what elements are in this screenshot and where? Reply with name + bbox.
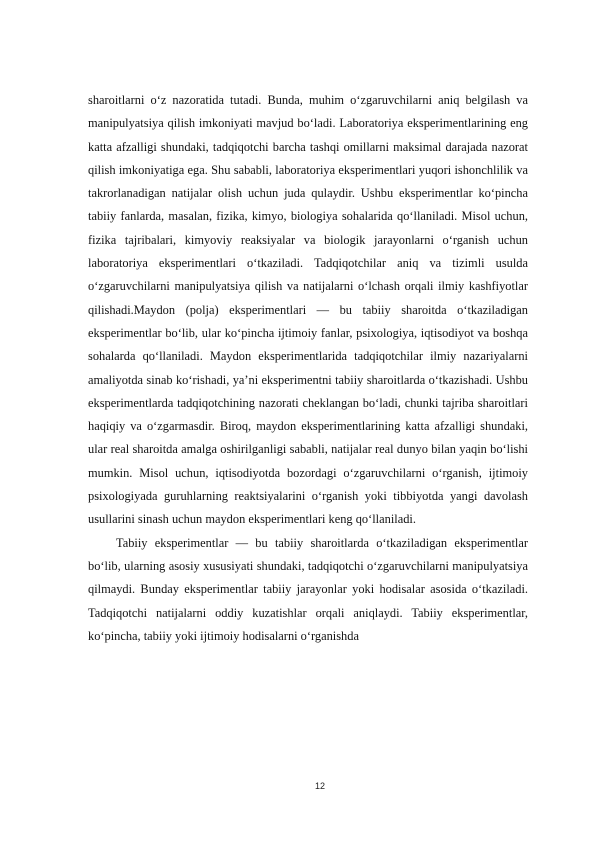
paragraph-natural-experiments: Tabiiy eksperimentlar — bu tabiiy sharoitlarda o‘tkaziladigan eksperimentlar bo‘lib, ularning asosiy xususiyati shundaki, tadqiqotchi o‘zgaruvchilarni manipulyatsiya qilmaydi. Bunday eksperimentlar tabiiy jarayonlar yoki hodisalar asosida o‘tkaziladi. Tadqiqotchi natijalarni oddiy kuzatishlar orqali aniqlaydi. Tabiiy eksperimentlar, ko‘pincha, tabiiy yoki ijtimoiy hodisalarni o‘rganishda — [88, 535, 528, 643]
paragraph-continued: sharoitlarni o‘z nazoratida tutadi. Bunda, muhim o‘zgaruvchilarni aniq belgilash va manipulyatsiya qilish imkoniyati mavjud bo‘ladi. Laboratoriya eksperimentlarining eng katta afzalligi shundaki, tadqiqotchi barcha tashqi omillarni maksimal darajada nazorat qilish imkoniyatiga ega. Shu sababli, laboratoriya eksperimentlari yuqori ishonchlilik va takrorlanadigan natijalar olish uchun juda qulaydir. Ushbu eksperimentlar ko‘pincha tabiiy fanlarda, masalan, fizika, kimyo, biologiya sohalarida qo‘llaniladi. Misol uchun, fizika tajribalari, kimyoviy reaksiyalar va biologik jarayonlarni o‘rganish uchun laboratoriya eksperimentlari o‘tkaziladi. Tadqiqotchilar aniq va tizimli usulda o‘zgaruvchilarni manipulyatsiya qilish va natijalarni o‘lchash orqali ilmiy kashfiyotlar qilishadi.Maydon (polja) eksperimentlari — bu tabiiy sharoitda o‘tkaziladigan eksperimentlar bo‘lib, ular ko‘pincha ijtimoiy fanlar, psixologiya, iqtisodiyot va boshqa sohalarda qo‘llaniladi. Maydon eksperimentlarida tadqiqotchilar ilmiy nazariyalarni amaliyotda sinab ko‘rishadi, ya’ni eksperimentni tabiiy sharoitlarda o‘tkazishadi. Ushbu eksperimentlarda tadqiqotchining nazorati cheklangan bo‘ladi, chunki tajriba sharoitlari haqiqiy va o‘zgarmasdir. Biroq, maydon eksperimentlarining katta afzalligi shundaki, ular real sharoitda amalga oshirilganligi sababli, natijalar real dunyo bilan yaqin bo‘lishi mumkin. Misol uchun, iqtisodiyotda bozordagi o‘zgaruvchilarni o‘rganish, ijtimoiy psixologiyada guruhlarning reaktsiyalarini o‘rganish yoki tibbiyotda yangi davolash usullarini sinash uchun maydon eksperimentlari keng qo‘llaniladi. — [88, 93, 528, 527]
body-text — [88, 89, 528, 648]
page-number: 12 — [314, 781, 325, 791]
